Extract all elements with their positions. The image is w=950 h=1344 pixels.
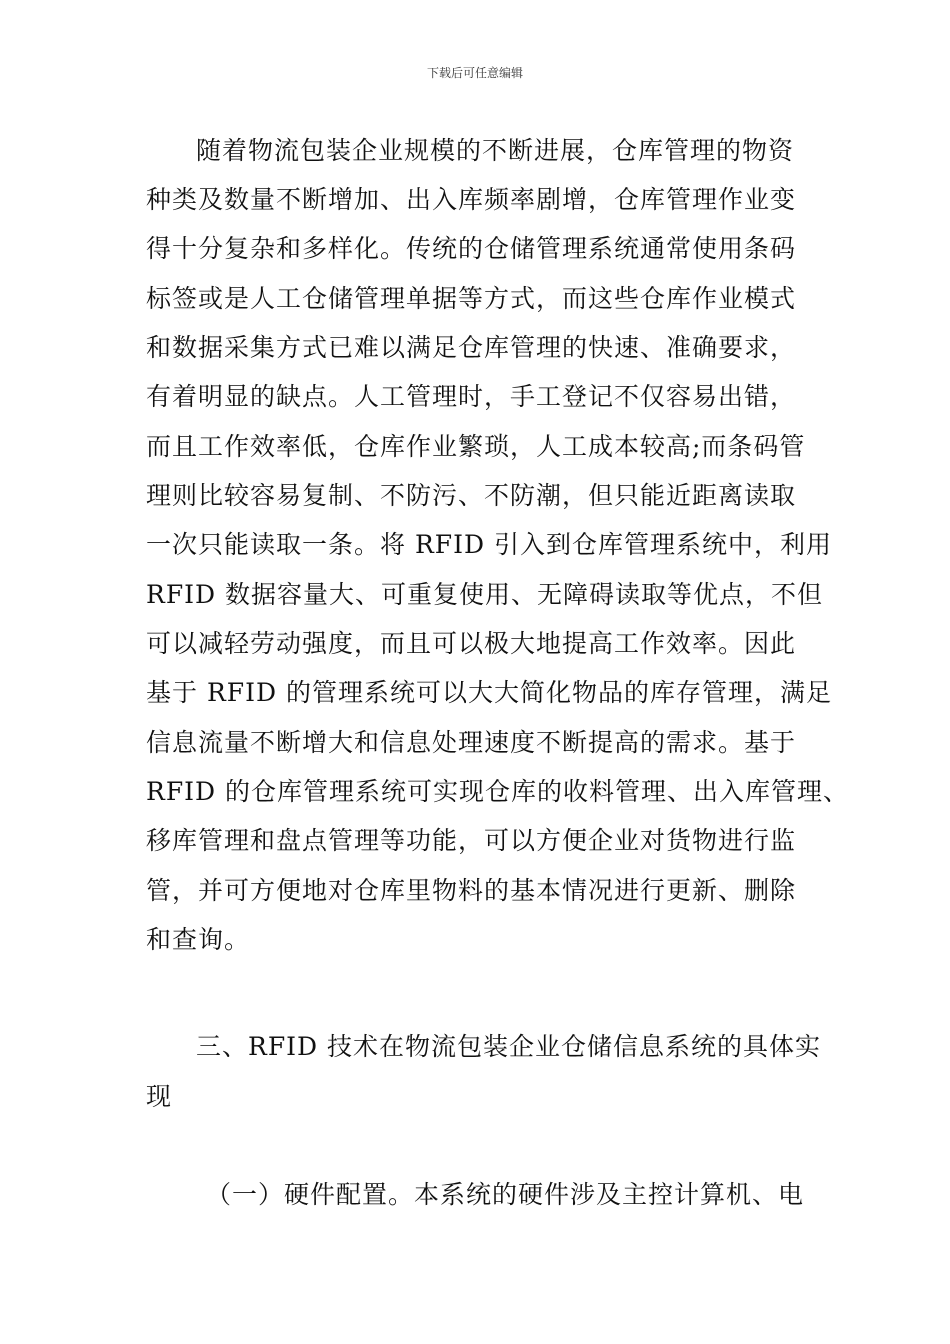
paragraph-line: 和查询。 [146, 925, 251, 954]
paragraph-line: 信息流量不断增大和信息处理速度不断提高的需求。基于 [146, 728, 797, 757]
paragraph-line: 有着明显的缺点。人工管理时，手工登记不仅容易出错， [146, 382, 797, 411]
paragraph-line: 种类及数量不断增加、出入库频率剧增，仓库管理作业变 [146, 185, 797, 214]
section-heading-line: 三、RFID 技术在物流包装企业仓储信息系统的具体实 [196, 1032, 822, 1061]
subsection-line: （一）硬件配置。本系统的硬件涉及主控计算机、电 [206, 1180, 805, 1209]
paragraph-line: 随着物流包装企业规模的不断进展，仓库管理的物资 [196, 136, 795, 165]
paragraph-line: RFID 数据容量大、可重复使用、无障碍读取等优点，不但 [146, 580, 824, 609]
paragraph-line: 理则比较容易复制、不防污、不防潮，但只能近距离读取 [146, 481, 797, 510]
paragraph-line: 管，并可方便地对仓库里物料的基本情况进行更新、删除 [146, 876, 797, 905]
paragraph-line: 一次只能读取一条。将 RFID 引入到仓库管理系统中，利用 [146, 530, 832, 559]
paragraph-line: 标签或是人工仓储管理单据等方式，而这些仓库作业模式 [146, 284, 797, 313]
paragraph-line: 而且工作效率低，仓库作业繁琐，人工成本较高;而条码管 [146, 432, 806, 461]
paragraph-line: RFID 的仓库管理系统可实现仓库的收料管理、出入库管理、 [146, 777, 850, 806]
page-header: 下载后可任意编辑 [426, 66, 523, 80]
paragraph-line: 基于 RFID 的管理系统可以大大简化物品的库存管理，满足 [146, 678, 832, 707]
paragraph-line: 移库管理和盘点管理等功能，可以方便企业对货物进行监 [146, 826, 797, 855]
paragraph-line: 得十分复杂和多样化。传统的仓储管理系统通常使用条码 [146, 234, 797, 263]
paragraph-line: 可以减轻劳动强度，而且可以极大地提高工作效率。因此 [146, 629, 797, 658]
section-heading-line: 现 [146, 1082, 173, 1111]
paragraph-line: 和数据采集方式已难以满足仓库管理的快速、准确要求， [146, 333, 797, 362]
